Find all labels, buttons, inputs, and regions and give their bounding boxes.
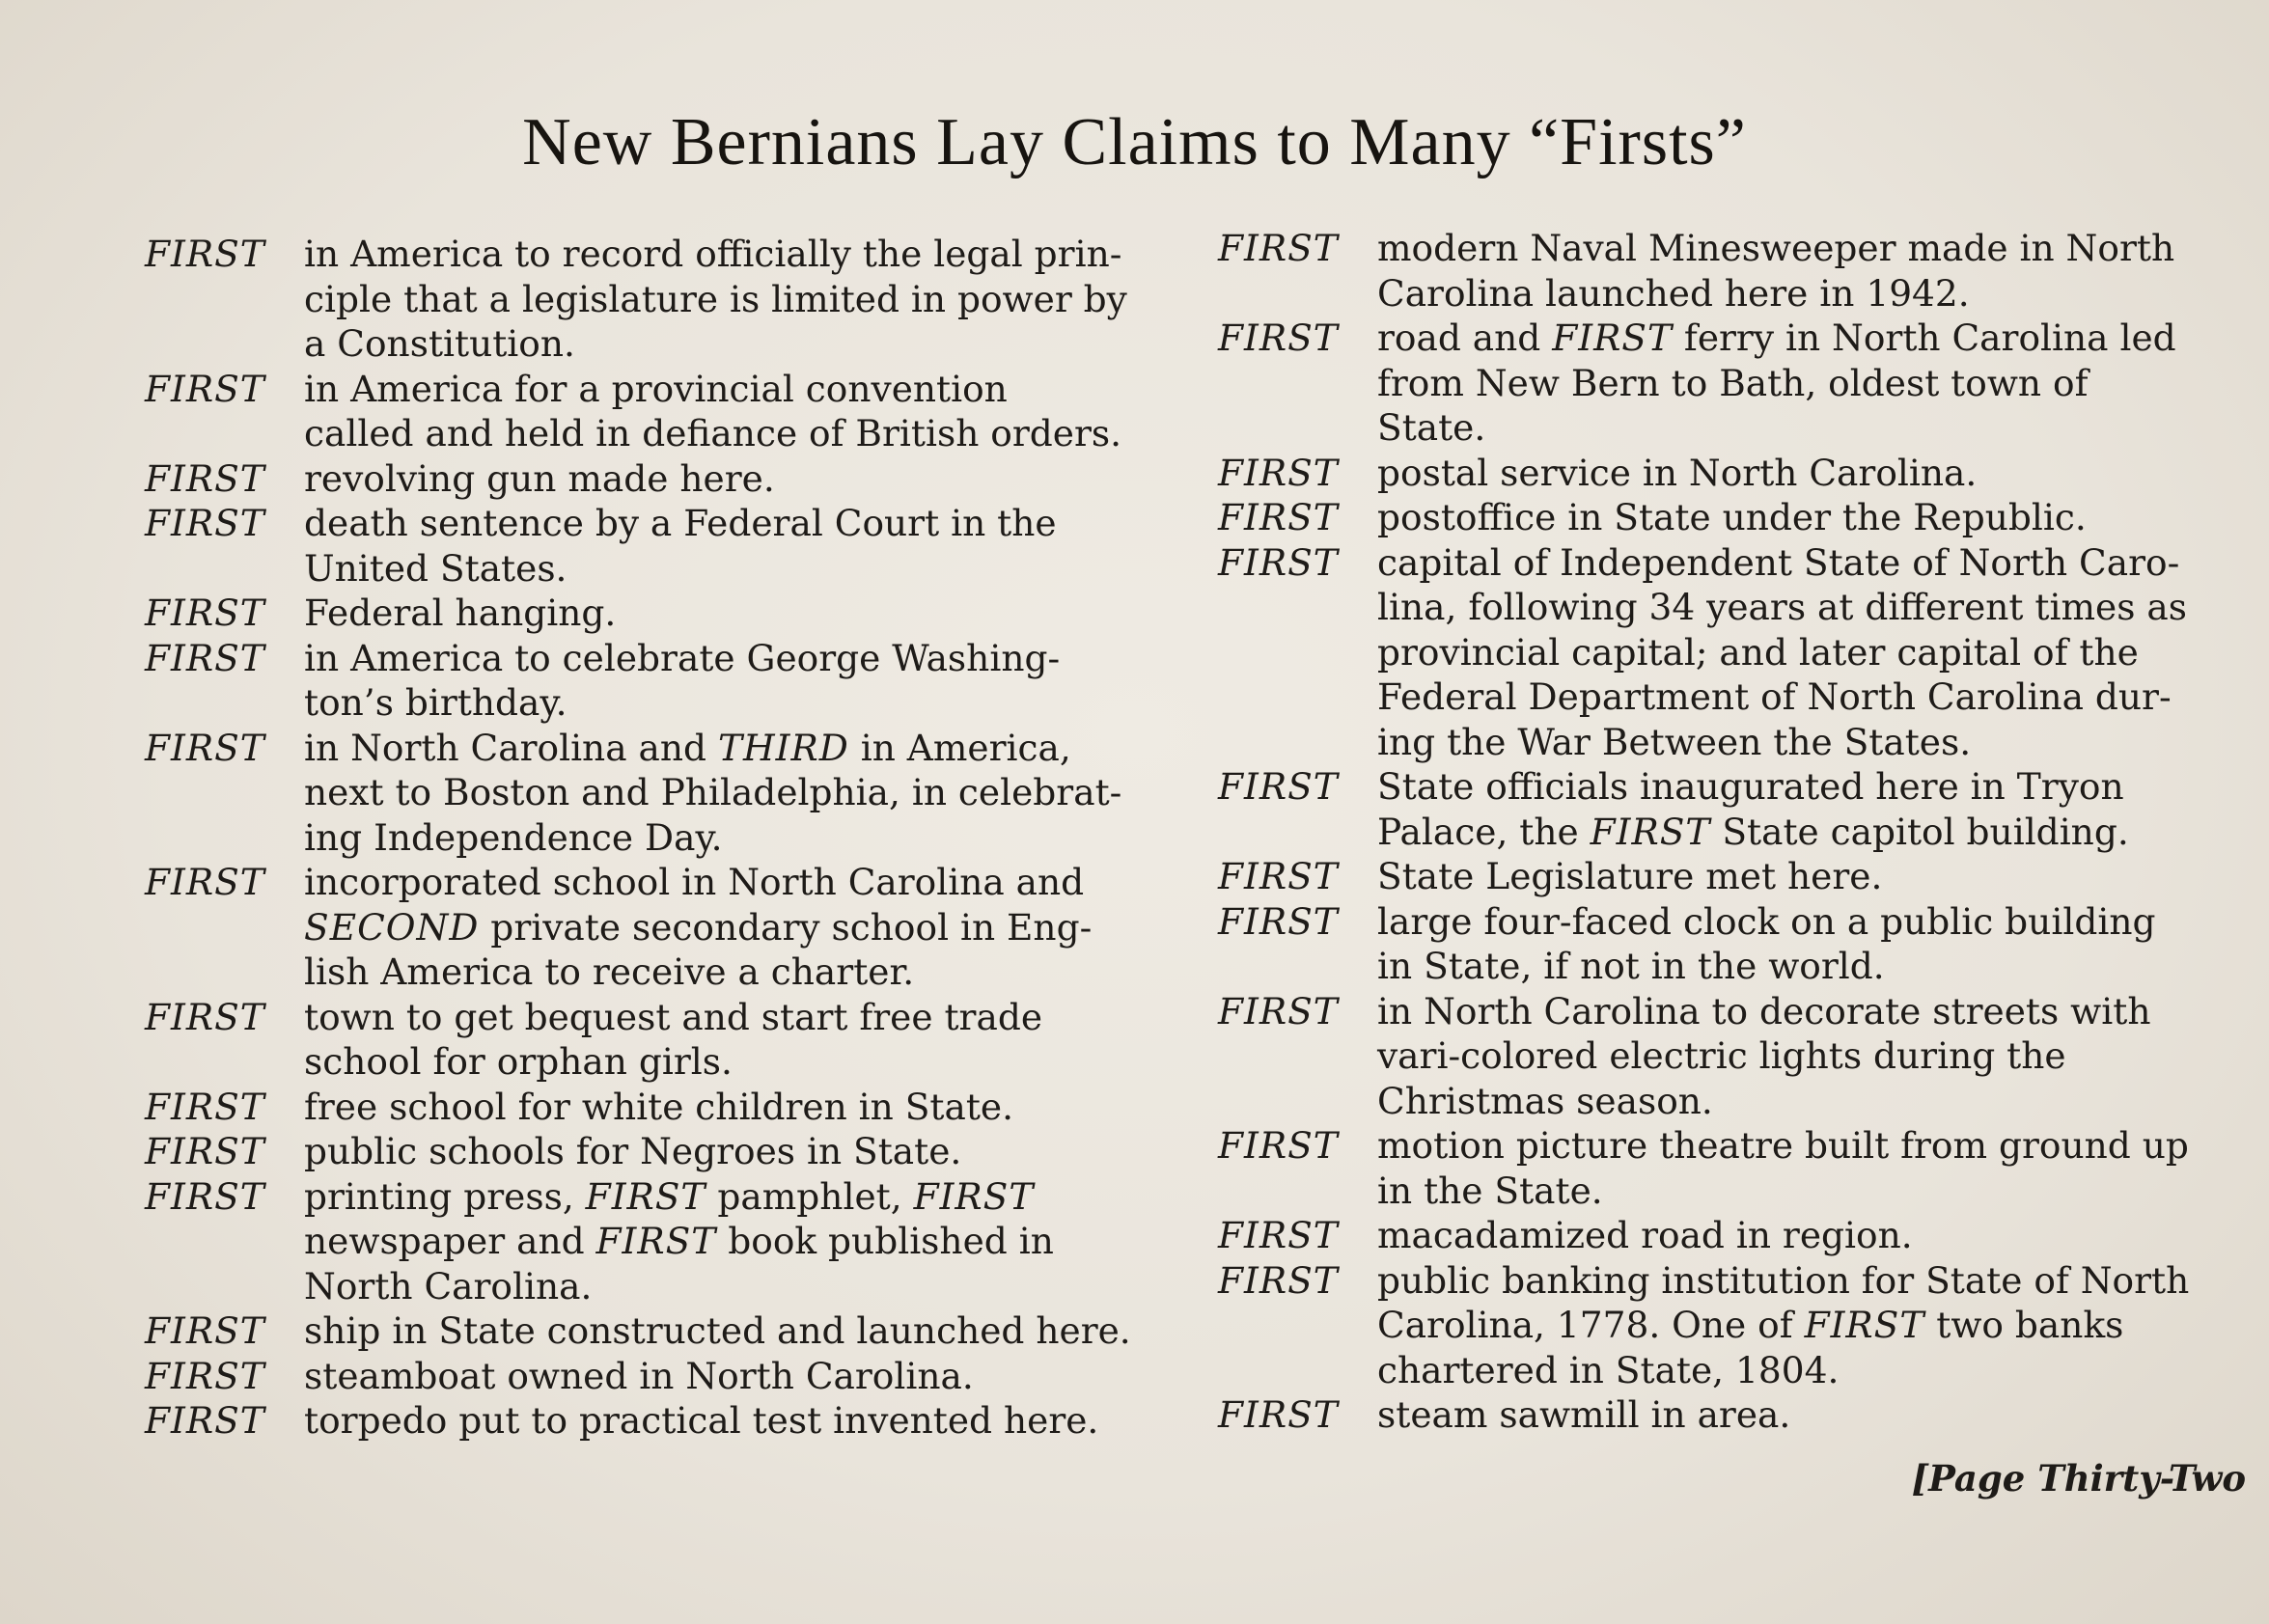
- entry-text: death sentence by a Federal Court in the United States.: [304, 502, 1057, 590]
- first-entry: [145, 726, 1179, 861]
- first-entry: [1218, 495, 2246, 540]
- entry-text: printing press, FIRST pamphlet, FIRST newspaper and FIRST book published in North Carolina.: [304, 1174, 1054, 1307]
- entry-text: in North Carolina and THIRD in America, next to Boston and Philadelphia, in celebrat- ing Independence Day.: [304, 726, 1122, 859]
- first-entry: [145, 636, 1179, 726]
- first-label: FIRST: [1218, 989, 1339, 1032]
- first-label: FIRST: [145, 1399, 265, 1442]
- first-label: FIRST: [1218, 540, 1339, 584]
- entry-text: State Legislature met here.: [1377, 855, 1883, 897]
- left-column: [145, 232, 1179, 1444]
- first-label: FIRST: [145, 726, 265, 769]
- first-label: FIRST: [1218, 1124, 1339, 1167]
- first-label: FIRST: [1218, 496, 1339, 538]
- entry-text: Federal hanging.: [304, 592, 617, 634]
- first-label: FIRST: [145, 456, 265, 500]
- first-entry: [145, 860, 1179, 995]
- first-entry: [145, 367, 1179, 456]
- entry-text: ship in State constructed and launched here.: [304, 1309, 1131, 1352]
- first-label: FIRST: [145, 1174, 265, 1218]
- first-entry: [145, 1085, 1179, 1130]
- first-label: FIRST: [145, 1309, 265, 1352]
- first-label: FIRST: [145, 636, 265, 679]
- first-entry: [1218, 764, 2246, 854]
- entry-text: free school for white children in State.: [304, 1085, 1014, 1128]
- entry-text: revolving gun made here.: [304, 456, 775, 500]
- first-entry: [1218, 1258, 2246, 1393]
- first-label: FIRST: [1218, 317, 1339, 359]
- first-entry: [145, 1129, 1179, 1174]
- entry-text: public schools for Negroes in State.: [304, 1130, 962, 1172]
- first-label: FIRST: [145, 1354, 265, 1397]
- first-entry: [1218, 899, 2246, 989]
- entry-text: public banking institution for State of North Carolina, 1778. One of FIRST two banks chartered in State, 1804.: [1377, 1258, 2190, 1391]
- first-entry: [1218, 316, 2246, 451]
- first-label: FIRST: [1218, 899, 1339, 943]
- first-label: FIRST: [145, 1130, 265, 1172]
- entry-text: macadamized road in region.: [1377, 1214, 1913, 1256]
- first-entry: [1218, 540, 2246, 765]
- entry-text: postal service in North Carolina.: [1377, 451, 1978, 494]
- first-entry: [145, 1174, 1179, 1309]
- entry-text: steamboat owned in North Carolina.: [304, 1354, 974, 1397]
- first-label: FIRST: [1218, 1214, 1339, 1256]
- entry-text: in North Carolina to decorate streets with vari-colored electric lights during the Christmas season.: [1377, 989, 2151, 1122]
- first-entry: [145, 1398, 1179, 1444]
- entry-text: in America to record officially the legal prin- ciple that a legislature is limited in power by a Constitution.: [304, 233, 1127, 365]
- entry-text: postoffice in State under the Republic.: [1377, 496, 2087, 538]
- first-label: FIRST: [1218, 855, 1339, 897]
- first-entry: [145, 1308, 1179, 1354]
- first-label: FIRST: [145, 861, 265, 903]
- entry-text: capital of Independent State of North Caro- lina, following 34 years at different times as provincial capital; and later capital of the Federal Department of North Carolina dur- ing the War Between the States.: [1377, 540, 2188, 763]
- first-label: FIRST: [145, 233, 265, 275]
- first-label: FIRST: [145, 1085, 265, 1128]
- first-entry: [1218, 1123, 2246, 1213]
- first-label: FIRST: [1218, 451, 1339, 494]
- right-column: [1218, 226, 2246, 1438]
- first-label: FIRST: [145, 995, 265, 1038]
- first-label: FIRST: [1218, 1393, 1339, 1436]
- first-entry: [1218, 1213, 2246, 1258]
- first-entry: [1218, 226, 2246, 316]
- first-entry: [1218, 854, 2246, 899]
- entry-text: town to get bequest and start free trade school for orphan girls.: [304, 995, 1043, 1083]
- entry-text: State officials inaugurated here in Tryon Palace, the FIRST State capitol building.: [1377, 765, 2129, 853]
- first-label: FIRST: [1218, 1258, 1339, 1302]
- first-label: FIRST: [1218, 227, 1339, 269]
- first-label: FIRST: [145, 592, 265, 634]
- first-entry: [145, 232, 1179, 367]
- first-entry: [1218, 1392, 2246, 1438]
- page-title: New Bernians Lay Claims to Many “Firsts”: [522, 105, 1747, 179]
- first-entry: [1218, 451, 2246, 496]
- entry-text: modern Naval Minesweeper made in North Carolina launched here in 1942.: [1377, 227, 2175, 315]
- first-label: FIRST: [145, 367, 265, 410]
- entry-text: road and FIRST ferry in North Carolina led from New Bern to Bath, oldest town of State.: [1377, 317, 2176, 449]
- entry-text: incorporated school in North Carolina and SECOND private secondary school in Eng- lish America to receive a charter.: [304, 861, 1093, 993]
- entry-text: torpedo put to practical test invented here.: [304, 1399, 1099, 1442]
- entry-text: in America to celebrate George Washing- ton’s birthday.: [304, 636, 1061, 724]
- entry-text: motion picture theatre built from ground up in the State.: [1377, 1124, 2189, 1212]
- first-entry: [145, 591, 1179, 636]
- first-entry: [1218, 989, 2246, 1124]
- first-entry: [145, 456, 1179, 502]
- entry-text: steam sawmill in area.: [1377, 1393, 1791, 1436]
- page-number: [Page Thirty-Two: [1911, 1457, 2246, 1500]
- first-entry: [145, 995, 1179, 1085]
- first-entry: [145, 501, 1179, 591]
- entry-text: in America for a provincial convention called and held in defiance of British orders.: [304, 367, 1122, 454]
- first-entry: [145, 1354, 1179, 1399]
- first-label: FIRST: [1218, 765, 1339, 808]
- entry-text: large four-faced clock on a public building in State, if not in the world.: [1377, 899, 2156, 987]
- first-label: FIRST: [145, 502, 265, 544]
